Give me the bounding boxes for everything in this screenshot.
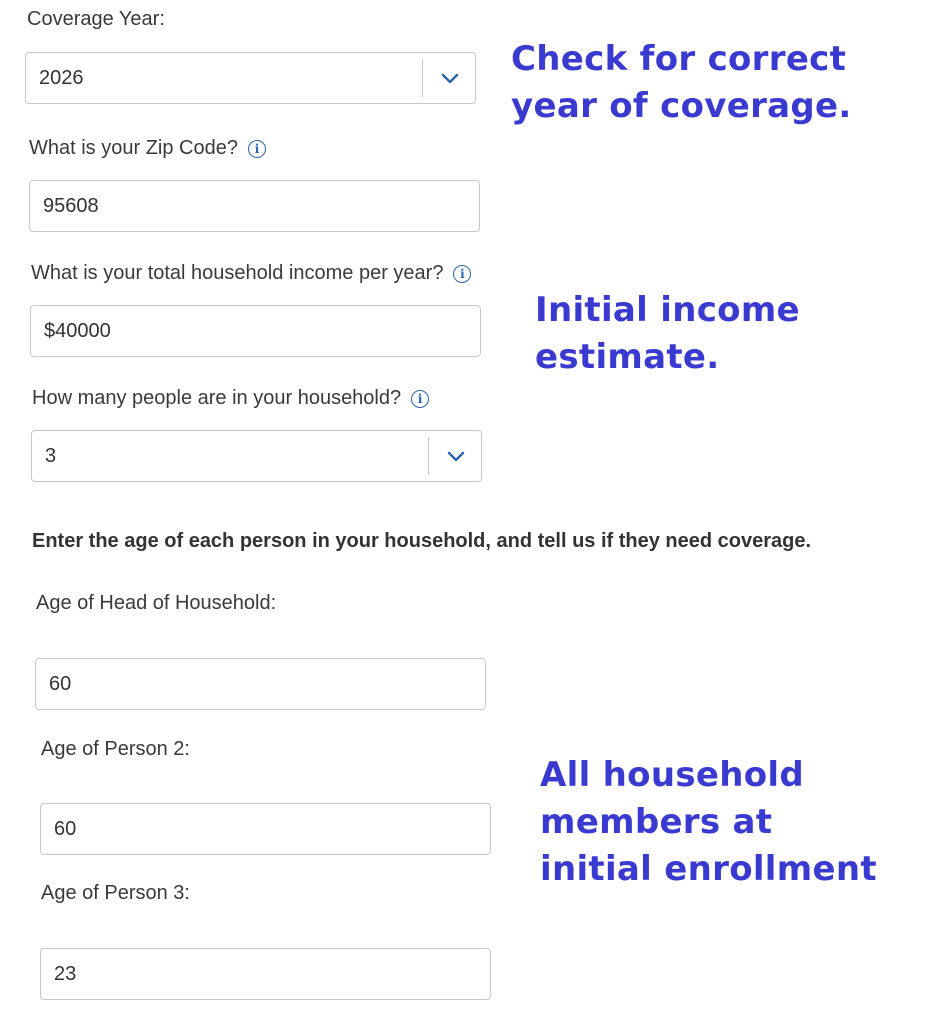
year-annotation — [511, 36, 852, 130]
income-value: $40000 — [44, 320, 111, 342]
zip-code-value: 95608 — [43, 195, 99, 217]
age-person-3-input[interactable] — [40, 948, 491, 1000]
select-divider — [422, 59, 423, 97]
age-person-3-label: Age of Person 3: — [41, 882, 190, 904]
members-annotation — [540, 752, 877, 893]
info-icon[interactable]: i — [453, 265, 471, 283]
income-label-row — [31, 261, 471, 285]
income-input[interactable] — [30, 305, 481, 357]
age-head-label: Age of Head of Household: — [36, 592, 277, 614]
household-size-label-row — [32, 386, 429, 410]
household-size-label: How many people are in your household? — [32, 387, 402, 409]
income-annotation-line1: Initial income — [535, 290, 800, 330]
income-annotation-line2: estimate. — [535, 337, 720, 377]
coverage-year-label: Coverage Year: — [27, 8, 165, 30]
household-size-select[interactable] — [31, 430, 482, 482]
zip-code-label-row — [29, 136, 266, 160]
age-head-value: 60 — [49, 673, 72, 695]
chevron-down-icon[interactable] — [439, 68, 461, 88]
year-annotation-line2: year of coverage. — [511, 86, 852, 126]
age-head-input[interactable] — [35, 658, 486, 710]
income-label: What is your total household income per year? — [31, 262, 444, 284]
zip-code-label: What is your Zip Code? — [29, 137, 238, 159]
info-icon[interactable]: i — [411, 390, 429, 408]
members-annotation-line1: All household — [540, 755, 804, 795]
age-person-3-value: 23 — [54, 963, 77, 985]
income-annotation — [535, 287, 800, 381]
chevron-down-icon[interactable] — [445, 446, 467, 466]
age-person-2-label: Age of Person 2: — [41, 738, 190, 760]
ages-section-heading: Enter the age of each person in your household, and tell us if they need coverage. — [32, 530, 812, 552]
year-annotation-line1: Check for correct — [511, 39, 847, 79]
info-icon[interactable]: i — [248, 140, 266, 158]
coverage-year-select[interactable] — [25, 52, 476, 104]
household-size-value: 3 — [45, 445, 57, 467]
zip-code-input[interactable] — [29, 180, 480, 232]
select-divider — [428, 437, 429, 475]
age-person-2-value: 60 — [54, 818, 77, 840]
members-annotation-line3: initial enrollment — [540, 849, 877, 889]
age-person-2-input[interactable] — [40, 803, 491, 855]
members-annotation-line2: members at — [540, 802, 773, 842]
coverage-year-value: 2026 — [39, 67, 84, 89]
